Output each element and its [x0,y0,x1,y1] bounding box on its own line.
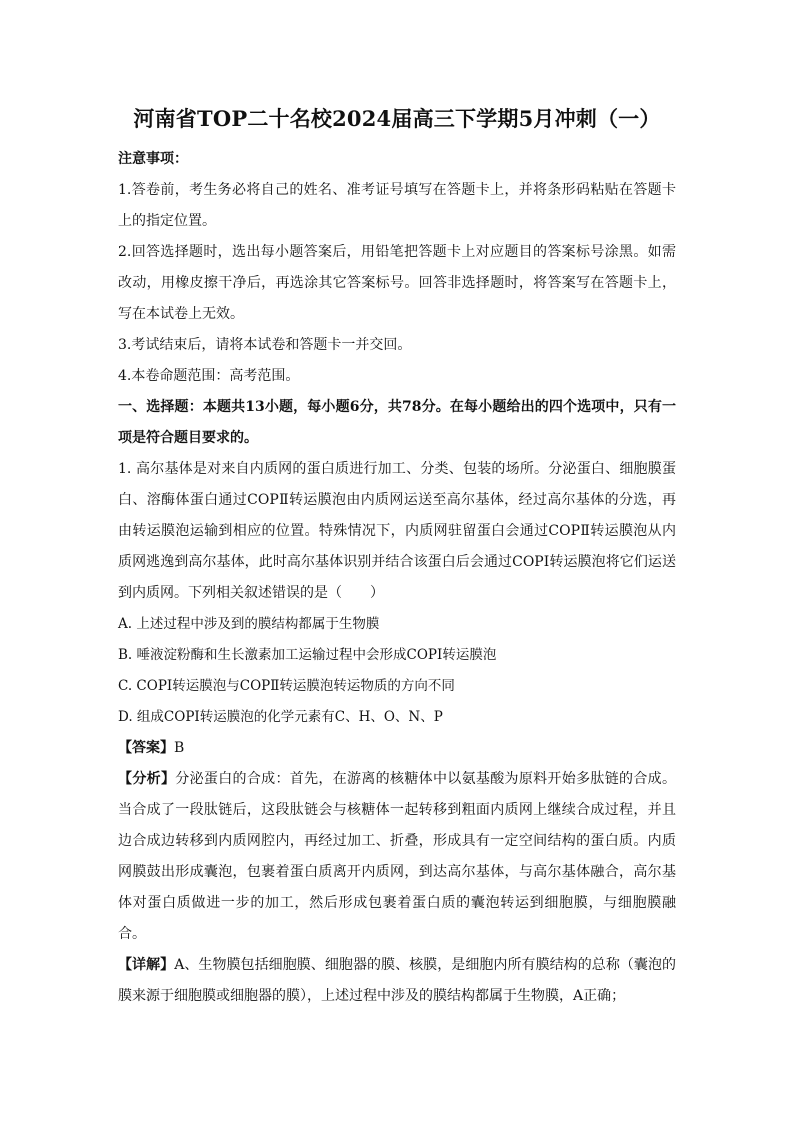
answer-value: B [174,740,185,756]
analysis-paragraph [118,764,676,950]
analysis-text: 分泌蛋白的合成：首先，在游离的核糖体中以氨基酸为原料开始多肽链的合成。当合成了一段肽链后，这段肽链会与核糖体一起转移到粗面内质网上继续合成过程，并且边合成边转移到内质网腔内，再经过加工、折叠，形成具有一定空间结构的蛋白质。内质网膜鼓出形成囊泡，包裹着蛋白质离开内质网，到达高尔基体，与高尔基体融合，高尔基体对蛋白质做进一步的加工，然后形成包裹着蛋白质的囊泡转运到细胞膜，与细胞膜融合。 [118,771,677,942]
notice-item-1: 1.答卷前，考生务必将自己的姓名、准考证号填写在答题卡上，并将条形码粘贴在答题卡上的指定位置。 [118,182,676,229]
option-d: D. 组成COPⅠ转运膜泡的化学元素有C、H、O、N、P [118,709,443,725]
analysis-tag: 【分析】 [118,771,176,787]
option-a: A. 上述过程中涉及到的膜结构都属于生物膜 [118,616,380,632]
notice-item-3: 3.考试结束后，请将本试卷和答题卡一并交回。 [118,337,412,353]
detail-text: A、生物膜包括细胞膜、细胞器的膜、核膜，是细胞内所有膜结构的总称（囊泡的膜来源于细胞膜或细胞器的膜），上述过程中涉及的膜结构都属于生物膜，A正确； [118,957,677,1004]
detail-tag: 【详解】 [118,957,175,973]
section-heading: 一、选择题：本题共13小题，每小题6分，共78分。在每小题给出的四个选项中，只有一项是符合题目要求的。 [118,399,676,446]
option-b: B. 唾液淀粉酶和生长激素加工运输过程中会形成COPⅠ转运膜泡 [118,647,497,663]
question-stem: 1. 高尔基体是对来自内质网的蛋白质进行加工、分类、包装的场所。分泌蛋白、细胞膜蛋白、溶酶体蛋白通过COPⅡ转运膜泡由内质网运送至高尔基体，经过高尔基体的分选，再由转运膜泡运输到相应的位置。特殊情况下，内质网驻留蛋白会通过COPⅡ转运膜泡从内质网逃逸到高尔基体，此时高尔基体识别并结合该蛋白后会通过COPⅠ转运膜泡将它们运送到内质网。下列相关叙述错误的是（ ） [118,461,676,601]
notice-item-2: 2.回答选择题时，选出每小题答案后，用铅笔把答题卡上对应题目的答案标号涂黑。如需改动，用橡皮擦干净后，再选涂其它答案标号。回答非选择题时，将答案写在答题卡上，写在本试卷上无效。 [118,244,676,322]
answer-tag: 【答案】 [118,740,174,756]
notice-item-4: 4.本卷命题范围：高考范围。 [118,368,300,384]
answer-line [118,733,676,764]
detail-paragraph [118,950,676,1012]
page-title: 河南省TOP二十名校2024届高三下学期5月冲刺（一） [133,106,661,131]
notice-heading: 注意事项： [118,151,188,167]
option-c: C. COPⅠ转运膜泡与COPⅡ转运膜泡转运物质的方向不同 [118,678,455,694]
